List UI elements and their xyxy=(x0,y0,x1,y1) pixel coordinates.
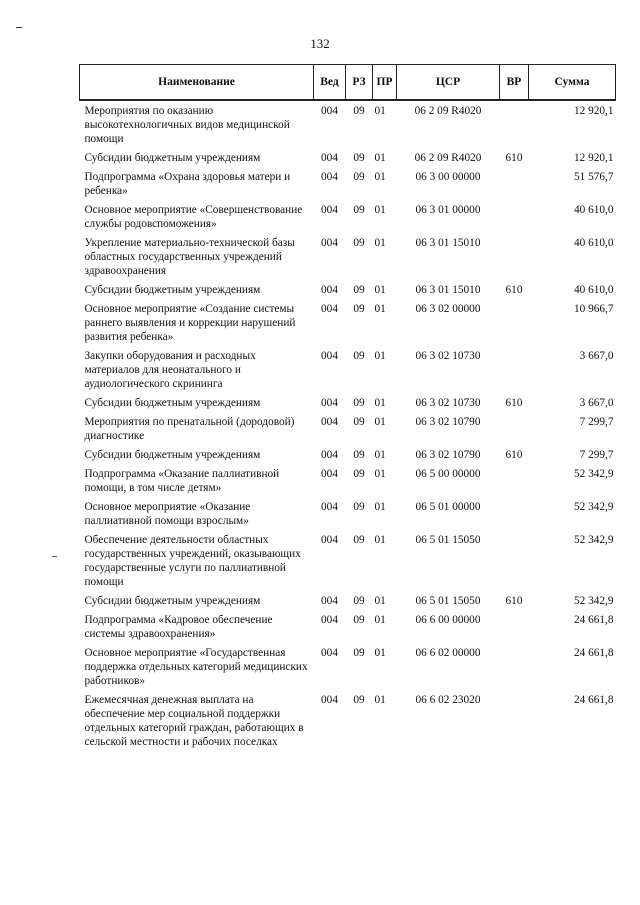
cell-sum: 52 342,9 xyxy=(573,534,614,546)
margin-mark xyxy=(52,556,57,557)
column-header-pr: ПР xyxy=(373,65,397,101)
cell-csr: 06 3 01 15010 xyxy=(415,284,481,296)
cell-name: Субсидии бюджетным учреждениям xyxy=(84,397,261,409)
cell-sum: 12 920,1 xyxy=(573,105,614,117)
cell-rz: 09 xyxy=(353,284,365,296)
cell-ved: 004 xyxy=(321,105,338,117)
cell-name: Основное мероприятие «Совершенствование службы родовспоможения» xyxy=(84,204,303,230)
cell-rz: 09 xyxy=(353,416,365,428)
cell-pr: 01 xyxy=(374,350,386,362)
table-row xyxy=(80,100,616,151)
cell-pr: 01 xyxy=(374,237,386,249)
cell-csr: 06 3 02 00000 xyxy=(415,303,481,315)
cell-pr: 01 xyxy=(374,284,386,296)
cell-pr: 01 xyxy=(374,171,386,183)
table-row xyxy=(80,448,616,467)
cell-sum: 52 342,9 xyxy=(573,595,614,607)
cell-ved: 004 xyxy=(321,501,338,513)
cell-pr: 01 xyxy=(374,534,386,546)
cell-ved: 004 xyxy=(321,237,338,249)
cell-pr: 01 xyxy=(374,397,386,409)
cell-ved: 004 xyxy=(321,303,338,315)
cell-rz: 09 xyxy=(353,468,365,480)
cell-vr xyxy=(500,203,529,236)
cell-vr xyxy=(500,170,529,203)
column-header-vr: ВР xyxy=(500,65,529,101)
cell-csr: 06 3 02 10730 xyxy=(415,350,481,362)
cell-csr: 06 2 09 R4020 xyxy=(414,152,482,164)
cell-csr: 06 3 00 00000 xyxy=(415,171,481,183)
cell-sum: 24 661,8 xyxy=(573,614,614,626)
cell-pr: 01 xyxy=(374,416,386,428)
cell-rz: 09 xyxy=(353,303,365,315)
cell-pr: 01 xyxy=(374,614,386,626)
cell-vr xyxy=(500,236,529,283)
cell-pr: 01 xyxy=(374,468,386,480)
cell-sum: 40 610,0 xyxy=(573,284,614,296)
cell-rz: 09 xyxy=(353,647,365,659)
cell-name: Основное мероприятие «Оказание паллиативной помощи взрослым» xyxy=(84,501,251,527)
cell-ved: 004 xyxy=(321,647,338,659)
table-row xyxy=(80,594,616,613)
cell-sum: 52 342,9 xyxy=(573,501,614,513)
cell-name: Основное мероприятие «Создание системы раннего выявления и коррекции нарушений развития ребенка» xyxy=(84,303,296,343)
cell-name: Ежемесячная денежная выплата на обеспечение мер социальной поддержки отдельных категорий граждан, работающих в сельской местности и рабочих поселках xyxy=(84,694,304,748)
cell-vr xyxy=(500,302,529,349)
cell-vr xyxy=(500,100,529,151)
cell-csr: 06 2 09 R4020 xyxy=(414,105,482,117)
cell-csr: 06 3 02 10790 xyxy=(415,416,481,428)
cell-ved: 004 xyxy=(321,449,338,461)
column-header-name: Наименование xyxy=(80,65,314,101)
table-row xyxy=(80,646,616,693)
table-row xyxy=(80,170,616,203)
cell-csr: 06 3 01 15010 xyxy=(415,237,481,249)
cell-ved: 004 xyxy=(321,397,338,409)
cell-ved: 004 xyxy=(321,614,338,626)
cell-ved: 004 xyxy=(321,468,338,480)
cell-csr: 06 3 02 10790 xyxy=(415,449,481,461)
column-header-ved: Вед xyxy=(314,65,346,101)
table-row xyxy=(80,415,616,448)
cell-ved: 004 xyxy=(321,152,338,164)
table-row xyxy=(80,500,616,533)
cell-rz: 09 xyxy=(353,534,365,546)
margin-mark xyxy=(16,27,22,28)
column-header-csr: ЦСР xyxy=(397,65,500,101)
cell-sum: 3 667,0 xyxy=(579,350,614,362)
cell-vr: 610 xyxy=(505,284,523,296)
cell-rz: 09 xyxy=(353,595,365,607)
cell-vr xyxy=(500,349,529,396)
column-header-sum: Сумма xyxy=(529,65,616,101)
table-row xyxy=(80,467,616,500)
cell-rz: 09 xyxy=(353,614,365,626)
table-row xyxy=(80,693,616,754)
cell-ved: 004 xyxy=(321,595,338,607)
cell-pr: 01 xyxy=(374,204,386,216)
table-row xyxy=(80,283,616,302)
cell-name: Основное мероприятие «Государственная поддержка отдельных категорий медицинских работников» xyxy=(84,647,308,687)
cell-vr: 610 xyxy=(505,449,523,461)
table-row xyxy=(80,302,616,349)
cell-pr: 01 xyxy=(374,152,386,164)
cell-ved: 004 xyxy=(321,350,338,362)
cell-vr: 610 xyxy=(505,595,523,607)
cell-ved: 004 xyxy=(321,204,338,216)
cell-vr xyxy=(500,467,529,500)
cell-name: Мероприятия по оказанию высокотехнологичных видов медицинской помощи xyxy=(84,105,290,145)
cell-rz: 09 xyxy=(353,152,365,164)
cell-csr: 06 6 02 23020 xyxy=(415,694,481,706)
cell-name: Субсидии бюджетным учреждениям xyxy=(84,284,261,296)
cell-pr: 01 xyxy=(374,501,386,513)
cell-vr xyxy=(500,500,529,533)
cell-csr: 06 3 02 10730 xyxy=(415,397,481,409)
cell-csr: 06 3 01 00000 xyxy=(415,204,481,216)
table-row xyxy=(80,349,616,396)
cell-vr: 610 xyxy=(505,397,523,409)
table-row xyxy=(80,203,616,236)
cell-vr xyxy=(500,693,529,754)
cell-name: Субсидии бюджетным учреждениям xyxy=(84,449,261,461)
cell-vr xyxy=(500,533,529,594)
cell-ved: 004 xyxy=(321,171,338,183)
cell-vr: 610 xyxy=(505,152,523,164)
cell-ved: 004 xyxy=(321,694,338,706)
cell-pr: 01 xyxy=(374,595,386,607)
page-number: 132 xyxy=(310,36,330,51)
cell-rz: 09 xyxy=(353,449,365,461)
cell-vr xyxy=(500,646,529,693)
cell-sum: 7 299,7 xyxy=(579,449,614,461)
cell-name: Подпрограмма «Охрана здоровья матери и ребенка» xyxy=(84,171,291,197)
cell-sum: 52 342,9 xyxy=(573,468,614,480)
cell-rz: 09 xyxy=(353,237,365,249)
budget-table xyxy=(79,64,616,754)
cell-csr: 06 5 01 00000 xyxy=(415,501,481,513)
cell-sum: 40 610,0 xyxy=(573,237,614,249)
cell-sum: 12 920,1 xyxy=(573,152,614,164)
cell-rz: 09 xyxy=(353,501,365,513)
cell-name: Субсидии бюджетным учреждениям xyxy=(84,152,261,164)
cell-name: Укрепление материально-технической базы областных государственных учреждений здравоохранения xyxy=(84,237,295,277)
cell-rz: 09 xyxy=(353,350,365,362)
cell-csr: 06 5 00 00000 xyxy=(415,468,481,480)
cell-name: Мероприятия по пренатальной (дородовой) диагностике xyxy=(84,416,295,442)
cell-rz: 09 xyxy=(353,204,365,216)
table-header-row xyxy=(80,65,616,101)
cell-sum: 3 667,0 xyxy=(579,397,614,409)
cell-sum: 7 299,7 xyxy=(579,416,614,428)
cell-ved: 004 xyxy=(321,284,338,296)
cell-rz: 09 xyxy=(353,397,365,409)
cell-csr: 06 6 02 00000 xyxy=(415,647,481,659)
table-row xyxy=(80,236,616,283)
cell-sum: 10 966,7 xyxy=(573,303,614,315)
table-row xyxy=(80,396,616,415)
cell-sum: 40 610,0 xyxy=(573,204,614,216)
cell-ved: 004 xyxy=(321,416,338,428)
cell-vr xyxy=(500,613,529,646)
cell-pr: 01 xyxy=(374,647,386,659)
cell-sum: 24 661,8 xyxy=(573,647,614,659)
table-row xyxy=(80,151,616,170)
cell-sum: 24 661,8 xyxy=(573,694,614,706)
cell-rz: 09 xyxy=(353,694,365,706)
cell-csr: 06 6 00 00000 xyxy=(415,614,481,626)
cell-ved: 004 xyxy=(321,534,338,546)
cell-rz: 09 xyxy=(353,105,365,117)
column-header-rz: РЗ xyxy=(346,65,373,101)
cell-vr xyxy=(500,415,529,448)
cell-pr: 01 xyxy=(374,303,386,315)
cell-name: Подпрограмма «Оказание паллиативной помощи, в том числе детям» xyxy=(84,468,280,494)
table-body xyxy=(80,100,616,754)
cell-csr: 06 5 01 15050 xyxy=(415,534,481,546)
cell-sum: 51 576,7 xyxy=(573,171,614,183)
cell-pr: 01 xyxy=(374,694,386,706)
cell-rz: 09 xyxy=(353,171,365,183)
cell-name: Субсидии бюджетным учреждениям xyxy=(84,595,261,607)
cell-pr: 01 xyxy=(374,449,386,461)
table-row xyxy=(80,533,616,594)
cell-csr: 06 5 01 15050 xyxy=(415,595,481,607)
cell-name: Подпрограмма «Кадровое обеспечение системы здравоохранения» xyxy=(84,614,273,640)
cell-name: Обеспечение деятельности областных государственных учреждений, оказывающих государственные услуги по паллиативной помощи xyxy=(84,534,301,588)
table-row xyxy=(80,613,616,646)
cell-pr: 01 xyxy=(374,105,386,117)
cell-name: Закупки оборудования и расходных материалов для неонатального и аудиологического скрининга xyxy=(84,350,256,390)
